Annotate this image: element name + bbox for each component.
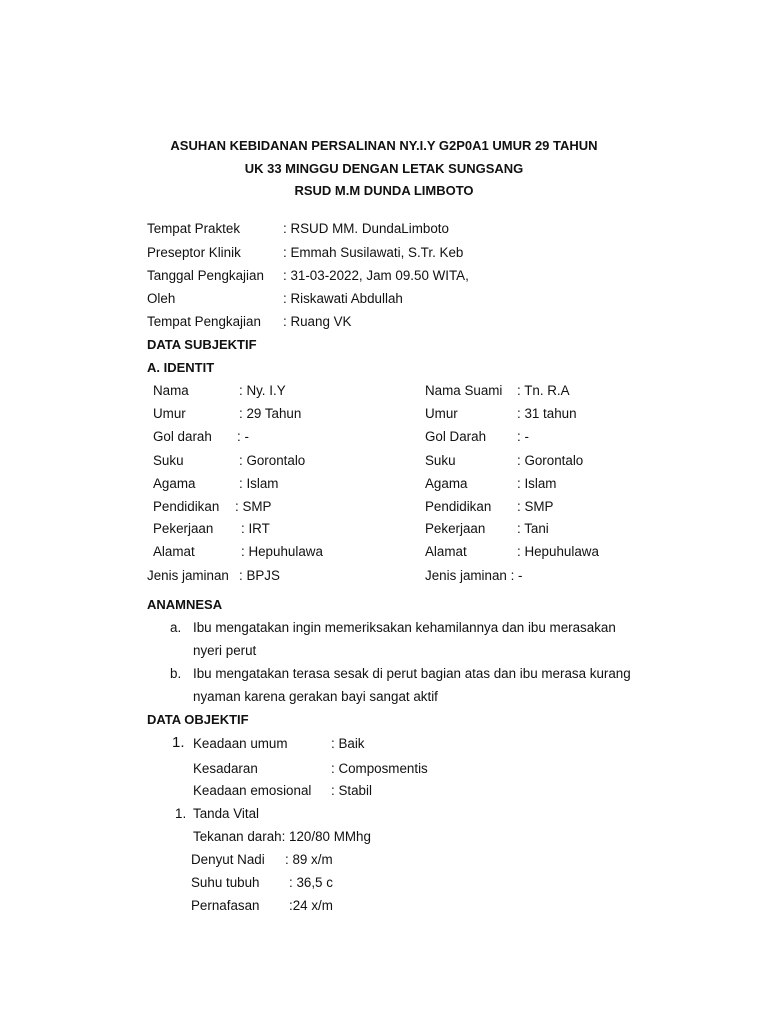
- identity-left-label: Agama: [153, 476, 196, 491]
- header-value-tanggal: : 31-03-2022, Jam 09.50 WITA,: [283, 268, 469, 283]
- identity-right-value: : SMP: [517, 499, 554, 514]
- identity-left-value: : Hepuhulawa: [241, 544, 323, 559]
- data-subjektif-heading: DATA SUBJEKTIF: [147, 337, 257, 352]
- vital-label: Pernafasan: [191, 898, 260, 913]
- header-label-oleh: Oleh: [147, 291, 176, 306]
- anamnesa-item-marker: a.: [170, 620, 182, 635]
- anamnesa-item-text: Ibu mengatakan ingin memeriksakan kehamilannya dan ibu merasakan: [193, 620, 616, 635]
- objektif-label: Keadaan umum: [193, 736, 288, 751]
- identity-left-value: : IRT: [241, 521, 270, 536]
- header-value-preseptor: : Emmah Susilawati, S.Tr. Keb: [283, 245, 464, 260]
- header-label-tempat-praktek: Tempat Praktek: [147, 221, 241, 236]
- document-title-line-3: RSUD M.M DUNDA LIMBOTO: [294, 183, 474, 198]
- tekanan-darah: Tekanan darah: 120/80 MMhg: [193, 829, 371, 844]
- vital-label: Denyut Nadi: [191, 852, 265, 867]
- vital-value: : 36,5 c: [289, 875, 333, 890]
- identity-left-label: Pendidikan: [153, 499, 220, 514]
- anamnesa-item-text-cont: nyeri perut: [193, 643, 257, 658]
- identity-right-label: Pekerjaan: [425, 521, 486, 536]
- jaminan-left-value: : BPJS: [239, 568, 280, 583]
- header-label-preseptor: Preseptor Klinik: [147, 245, 241, 260]
- document-title-line-2: UK 33 MINGGU DENGAN LETAK SUNGSANG: [244, 161, 524, 176]
- anamnesa-item-text-cont: nyaman karena gerakan bayi sangat aktif: [193, 689, 438, 704]
- tanda-vital-marker: 1.: [175, 806, 187, 821]
- jaminan-left-label: Jenis jaminan: [147, 568, 229, 583]
- vital-value: : 89 x/m: [285, 852, 333, 867]
- identity-left-value: : Islam: [239, 476, 279, 491]
- identity-left-value: : -: [237, 429, 249, 444]
- anamnesa-heading: ANAMNESA: [147, 597, 223, 612]
- identity-right-label: Pendidikan: [425, 499, 492, 514]
- identity-left-label: Pekerjaan: [153, 521, 214, 536]
- objektif-value: : Composmentis: [331, 761, 428, 776]
- data-objektif-heading: DATA OBJEKTIF: [147, 712, 249, 727]
- identity-right-value: : 31 tahun: [517, 406, 577, 421]
- identity-left-value: : SMP: [235, 499, 272, 514]
- identity-left-label: Suku: [153, 453, 184, 468]
- identity-right-value: : Hepuhulawa: [517, 544, 599, 559]
- jaminan-right: Jenis jaminan : -: [425, 568, 523, 583]
- objektif-value: : Baik: [331, 736, 365, 751]
- identity-right-value: : Tn. R.A: [517, 383, 570, 398]
- header-label-tempat-pengkajian: Tempat Pengkajian: [147, 314, 261, 329]
- identity-right-value: : Islam: [517, 476, 557, 491]
- identity-right-label: Alamat: [425, 544, 467, 559]
- header-value-oleh: : Riskawati Abdullah: [283, 291, 403, 306]
- tanda-vital-heading: Tanda Vital: [193, 806, 260, 821]
- identity-right-label: Suku: [425, 453, 456, 468]
- vital-value: :24 x/m: [289, 898, 333, 913]
- identity-heading: A. IDENTIT: [147, 360, 215, 375]
- anamnesa-item-marker: b.: [170, 666, 182, 681]
- objektif-label: Kesadaran: [193, 761, 258, 776]
- header-value-tempat-pengkajian: : Ruang VK: [283, 314, 352, 329]
- identity-left-label: Umur: [153, 406, 186, 421]
- identity-right-value: : -: [517, 429, 529, 444]
- identity-left-label: Gol darah: [153, 429, 212, 444]
- identity-right-value: : Tani: [517, 521, 549, 536]
- identity-right-label: Nama Suami: [425, 383, 503, 398]
- identity-right-label: Gol Darah: [425, 429, 487, 444]
- identity-right-label: Umur: [425, 406, 458, 421]
- identity-left-label: Alamat: [153, 544, 195, 559]
- document-title-line-1: ASUHAN KEBIDANAN PERSALINAN NY.I.Y G2P0A1 UMUR 29 TAHUN: [170, 138, 598, 153]
- identity-left-value: : Ny. I.Y: [239, 383, 286, 398]
- objektif-value: : Stabil: [331, 783, 372, 798]
- identity-left-label: Nama: [153, 383, 189, 398]
- header-label-tanggal: Tanggal Pengkajian: [147, 268, 264, 283]
- identity-right-label: Agama: [425, 476, 468, 491]
- objektif-marker: 1.: [172, 734, 185, 751]
- anamnesa-item-text: Ibu mengatakan terasa sesak di perut bagian atas dan ibu merasa kurang: [193, 666, 631, 681]
- header-value-tempat-praktek: : RSUD MM. DundaLimboto: [283, 221, 449, 236]
- identity-right-value: : Gorontalo: [517, 453, 584, 468]
- identity-left-value: : Gorontalo: [239, 453, 306, 468]
- vital-label: Suhu tubuh: [191, 875, 260, 890]
- objektif-label: Keadaan emosional: [193, 783, 312, 798]
- identity-left-value: : 29 Tahun: [239, 406, 302, 421]
